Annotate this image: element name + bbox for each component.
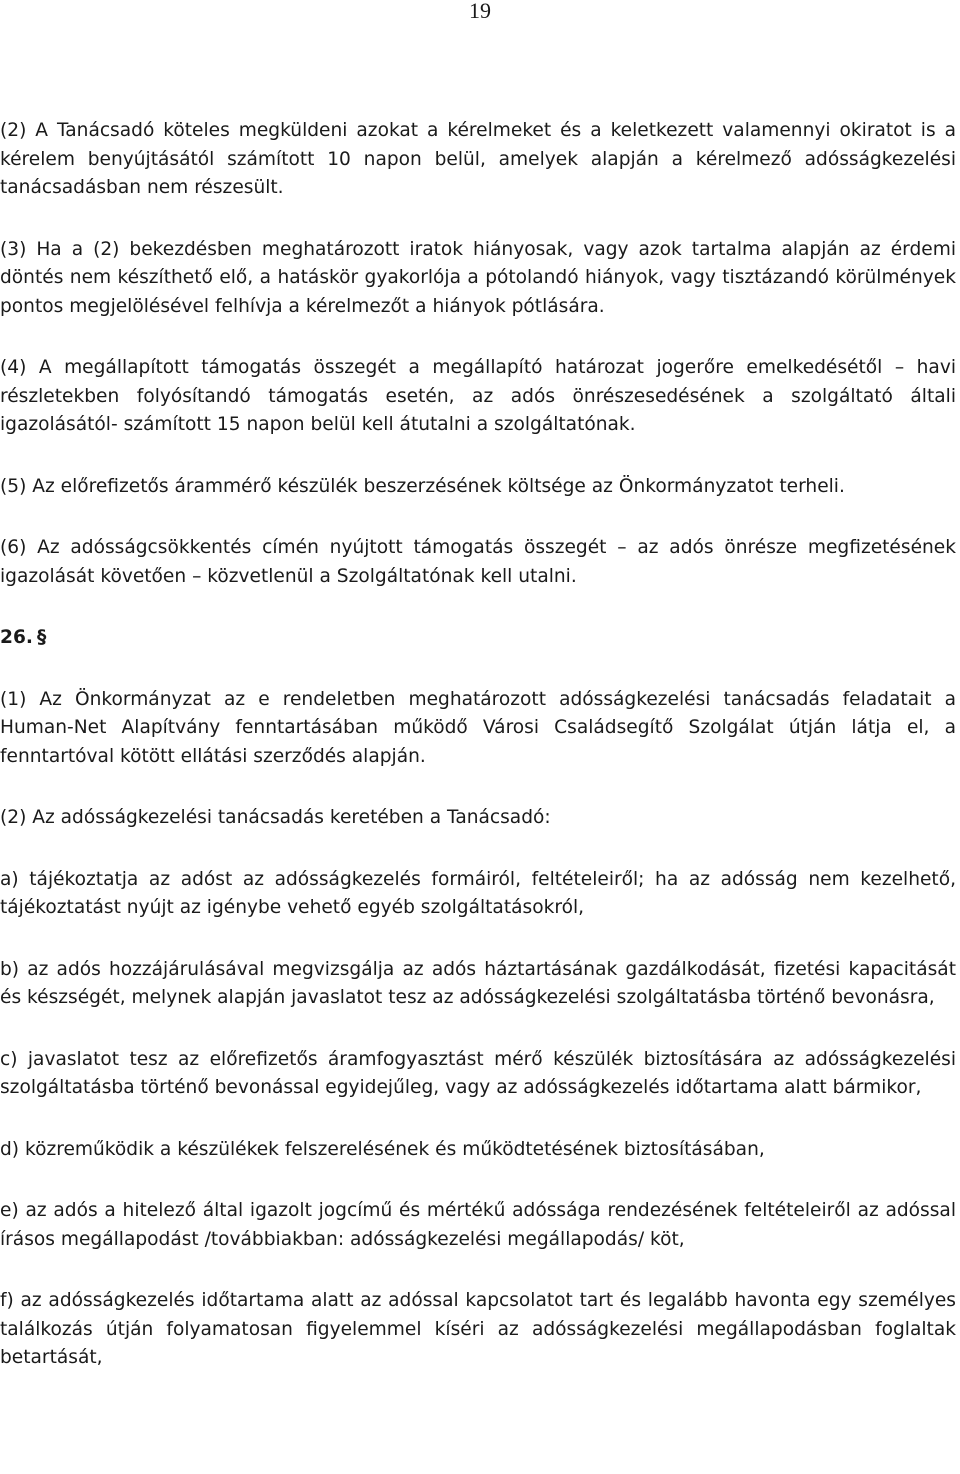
article-heading <box>0 624 956 653</box>
paragraph-6: (6) Az adósságcsökkentés címén nyújtott támogatás összegét – az adós önrésze megfizetésének igazolását követően – közvetlenül a Szolgáltatónak kell utalni. <box>0 537 956 587</box>
document-body <box>0 117 956 1406</box>
paragraph-4: (4) A megállapított támogatás összegét a megállapító határozat jogerőre emelkedésétől – havi részletekben folyósítandó támogatás esetén, az adós önrészesedésének a szolgáltató általi igazolásától- számított 15 napon belül kell átutalni a szolgáltatónak. <box>0 357 956 435</box>
paragraph-5: (5) Az előrefizetős árammérő készülék beszerzésének költsége az Önkormányzatot terheli. <box>0 475 845 497</box>
section-symbol: § <box>36 627 47 648</box>
article-paragraph-2: (2) Az adósságkezelési tanácsadás keretében a Tanácsadó: <box>0 807 551 828</box>
list-item-e: e) az adós a hitelező által igazolt jogcímű és mértékű adóssága rendezésének feltételeiről az adóssal írásos megállapodást /továbbiakban: adósságkezelési megállapodás/ köt, <box>0 1200 956 1250</box>
list-item-c: c) javaslatot tesz az előrefizetős áramfogyasztást mérő készülék biztosítására az adósságkezelési szolgáltatásba történő bevonással egyidejűleg, vagy az adósságkezelés időtartama alatt bármikor, <box>0 1048 956 1098</box>
article-number: 26. <box>0 627 33 648</box>
page-number: 19 <box>469 0 491 23</box>
article-paragraph-1: (1) Az Önkormányzat az e rendeletben meghatározott adósságkezelési tanácsadás feladatait a Human-Net Alapítvány fenntartásában működő Városi Családsegítő Szolgálat útján látja el, a fenntartóval kötött ellátási szerződés alapján. <box>0 688 956 767</box>
list-item-b: b) az adós hozzájárulásával megvizsgálja az adós háztartásának gazdálkodását, fizetési kapacitását és készségét, melynek alapján javaslatot tesz az adósságkezelési szolgáltatásba történő bevonásra, <box>0 958 956 1008</box>
list-item-d: d) közreműködik a készülékek felszerelésének és működtetésének biztosításában, <box>0 1138 765 1160</box>
list-item-a: a) tájékoztatja az adóst az adósságkezelés formáiról, feltételeiről; ha az adósság nem kezelhető, tájékoztatást nyújt az igénybe vehető egyéb szolgáltatásokról, <box>0 868 956 918</box>
list-item-f: f) az adósságkezelés időtartama alatt az adóssal kapcsolatot tart és legalább havonta egy személyes találkozás útján folyamatosan figyelemmel kíséri az adósságkezelési megállapodásban foglaltak betartását, <box>0 1290 956 1368</box>
paragraph-2: (2) A Tanácsadó köteles megküldeni azokat a kérelmeket és a keletkezett valamennyi okiratot is a kérelem benyújtásától számított 10 napon belül, amelyek alapján a kérelmező adósságkezelési tanácsadásban nem részesült. <box>0 120 956 198</box>
paragraph-3: (3) Ha a (2) bekezdésben meghatározott iratok hiányosak, vagy azok tartalma alapján az érdemi döntés nem készíthető elő, a hatáskör gyakorlója a pótolandó hiányok, vagy tisztázandó körülmények pontos megjelölésével felhívja a kérelmezőt a hiányok pótlására. <box>0 238 956 317</box>
